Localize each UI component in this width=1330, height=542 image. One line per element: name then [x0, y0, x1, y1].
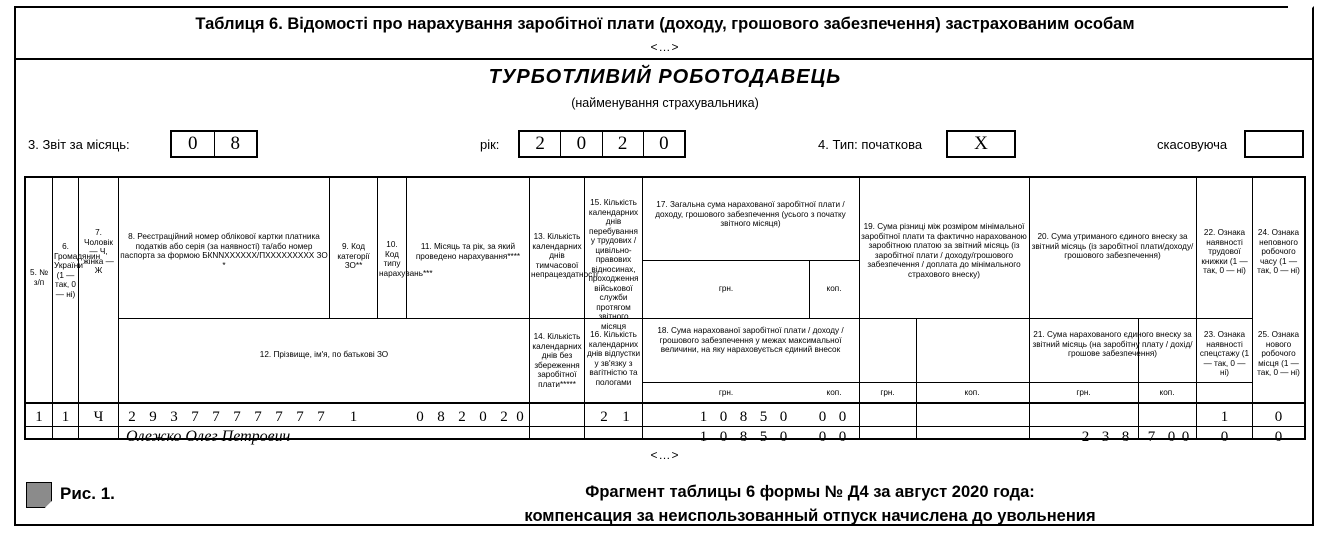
cell-period-4: 0	[479, 409, 487, 425]
th-25: 25. Ознака нового робочого місця (1 — так, 0 — ні)	[1257, 330, 1300, 377]
cell-sum18-3: 8	[739, 429, 748, 445]
cell-taxid-4: 7	[191, 409, 199, 425]
year-digit-1: 2	[520, 132, 561, 156]
figure-caption-line2: компенсация за неиспользованный отпуск начислена до увольнения	[524, 507, 1096, 525]
th-5: 5. № з/п	[30, 268, 48, 287]
cell-period-1: 0	[416, 409, 424, 425]
cell-sum17-1: 1	[699, 409, 708, 425]
th-14: 14. Кількість календарних днів без збереження заробітної плати*****	[532, 332, 582, 389]
table-6	[24, 176, 1306, 445]
type-cancel-checkbox[interactable]	[1244, 130, 1304, 158]
th-24: 24. Ознака неповного робочого часу (1 — так, 0 — ні)	[1257, 228, 1300, 275]
cell-taxid-7: 7	[254, 409, 262, 425]
cell-period-2: 8	[437, 409, 445, 425]
cell-taxid-1: 2	[128, 409, 136, 425]
month-label: 3. Звіт за місяць:	[28, 137, 130, 152]
month-digit-1: 0	[172, 132, 215, 156]
cell-sum18-5: 0	[779, 429, 788, 445]
figure-caption	[330, 480, 1290, 528]
cell-flag23: 0	[1220, 429, 1229, 445]
cell-sum21-6: 0	[1181, 429, 1190, 445]
cell-taxid-8: 7	[275, 409, 283, 425]
cell-sum17-5: 0	[779, 409, 788, 425]
employer-name: ТУРБОТЛИВИЙ РОБОТОДАВЕЦЬ	[488, 66, 842, 88]
th-18-kop: коп.	[826, 388, 842, 397]
type-initial-checkbox[interactable]	[946, 130, 1016, 158]
th-20: 20. Сума утриманого єдиного внеску за звітний місяць (із заробітної плати/доходу/грошового забезпечення)	[1031, 232, 1194, 260]
month-input[interactable]	[170, 130, 258, 158]
cell-sex: Ч	[93, 409, 104, 425]
th-18-grn: грн.	[718, 388, 734, 397]
divider-top	[16, 58, 1312, 60]
th-19: 19. Сума різниці між розміром мінімальної заробітної плати та фактично нарахованою заробітною платою за звітний місяць (із заробітної плати / доходу/грошового забезпечення / доплата до мінімального страхового внеску)	[861, 222, 1027, 279]
year-label: рік:	[480, 137, 500, 152]
cell-taxid-6: 7	[233, 409, 241, 425]
cell-sum18-7: 0	[838, 429, 847, 445]
cell-flag22: 1	[1220, 409, 1229, 425]
th-21: 21. Сума нарахованого єдиного внеску за звітний місяць (на заробітну плату / дохід/ грошове забезпечення)	[1032, 330, 1193, 358]
ellipsis-bottom: <…>	[650, 448, 680, 462]
cell-sum21-3: 8	[1121, 429, 1130, 445]
th-9: 9. Код категорії ЗО**	[337, 242, 370, 270]
cell-taxid-2: 9	[149, 409, 157, 425]
cell-flag24: 0	[1274, 409, 1283, 425]
cell-sum17-6: 0	[818, 409, 827, 425]
th-23: 23. Ознака наявності спецстажу (1 — так, 0 — ні)	[1199, 330, 1250, 377]
cell-category: 1	[349, 409, 358, 425]
th-17-kop: коп.	[826, 284, 842, 293]
th-11: 11. Місяць та рік, за який проведено нарахування****	[415, 242, 521, 261]
type-label: 4. Тип: початкова	[818, 137, 923, 152]
th-8: 8. Реєстраційний номер облікової картки платника податків або серія (за наявності) та/або номер паспорта за формою БКNNХХХХХХ/ПХХХХХХХХХ ЗО *	[120, 232, 328, 270]
th-18: 18. Сума нарахованої заробітної плати / доходу / грошового забезпечення у межах максимальної величини, на яку нараховується єдиний внесок	[657, 326, 844, 354]
cell-sum18-4: 5	[759, 429, 768, 445]
cell-sum17-7: 0	[838, 409, 847, 425]
cell-period-5: 2	[500, 409, 508, 425]
cell-citizen: 1	[61, 409, 70, 425]
th-6: 6. Громадянин України (1 — так, 0 — ні)	[54, 242, 101, 299]
th-15: 15. Кількість календарних днів перебування у трудових / цивільно-правових відносинах, проходження військової служби протягом звітного місяця	[588, 198, 639, 331]
page-title: Таблиця 6. Відомості про нарахування заробітної плати (доходу, грошового забезпечення) застрахованим особам	[195, 15, 1135, 33]
cell-period-3: 2	[458, 409, 466, 425]
cell-sum18-6: 0	[818, 429, 827, 445]
cell-sum21-5: 0	[1167, 429, 1176, 445]
cell-period-6: 0	[516, 409, 524, 425]
cell-taxid-10: 7	[317, 409, 325, 425]
th-7: 7. Чоловік — Ч, жінка — Ж	[83, 228, 114, 275]
th-19-kop: коп.	[964, 388, 980, 397]
cell-sum21-1: 2	[1081, 429, 1090, 445]
figure-label: Рис. 1.	[60, 484, 115, 503]
th-10b: 10. Код типу нарахувань***	[379, 240, 433, 278]
cell-sum18-2: 0	[719, 429, 728, 445]
type-initial-mark: Х	[974, 133, 988, 154]
cell-sum21-4: 7	[1147, 429, 1156, 445]
cell-sum17-3: 8	[739, 409, 748, 425]
cell-taxid-9: 7	[296, 409, 304, 425]
th-16: 16. Кількість календарних днів відпустки у зв'язку з вагітністю та пологами	[586, 330, 641, 387]
th-22: 22. Ознака наявності трудової книжки (1 — так, 0 — ні)	[1201, 228, 1248, 275]
year-digit-3: 2	[603, 132, 644, 156]
cell-full-name: Олежко Олег Петрович	[126, 428, 291, 445]
year-input[interactable]	[518, 130, 686, 158]
th-12: 12. Прізвище, ім'я, по батькові ЗО	[259, 350, 389, 359]
cell-sum17-4: 5	[759, 409, 768, 425]
ellipsis-top: <…>	[650, 40, 680, 54]
th-17-grn: грн.	[718, 284, 734, 293]
month-digit-2: 8	[230, 133, 240, 154]
th-21-kop: коп.	[1159, 388, 1175, 397]
cell-days-1: 2	[600, 409, 608, 425]
cell-flag25: 0	[1274, 429, 1283, 445]
cell-taxid-5: 7	[212, 409, 220, 425]
cancel-label: скасовуюча	[1157, 137, 1228, 152]
year-digit-2: 0	[561, 132, 602, 156]
figure-caption-line1: Фрагмент таблицы 6 формы № Д4 за август 2020 года:	[585, 483, 1035, 501]
cell-sum18-1: 1	[699, 429, 708, 445]
cell-row-num: 1	[35, 409, 43, 425]
type-cancel-mark	[1246, 132, 1302, 156]
cell-taxid-3: 3	[170, 409, 178, 425]
th-19-grn: грн.	[880, 388, 895, 397]
th-13: 13. Кількість календарних днів тимчасової непрацездатності	[531, 232, 598, 279]
th-17: 17. Загальна сума нарахованої заробітної плати / доходу, грошового забезпечення (усього з початку звітного місяця)	[655, 200, 846, 228]
th-21-grn: грн.	[1076, 388, 1091, 397]
cell-days-2: 1	[622, 409, 630, 425]
figure-marker-icon	[26, 482, 52, 508]
cell-sum21-2: 3	[1101, 429, 1110, 445]
cell-sum17-2: 0	[719, 409, 728, 425]
year-digit-4: 0	[659, 133, 669, 154]
employer-name-caption: (найменування страхувальника)	[571, 96, 759, 110]
